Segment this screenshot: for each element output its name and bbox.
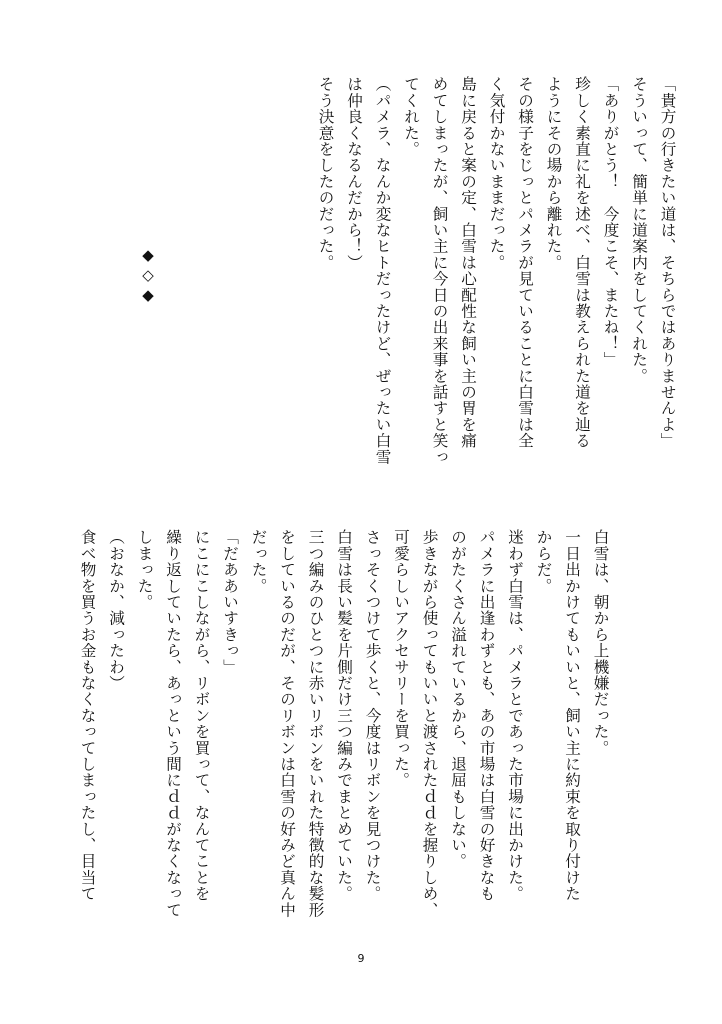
text-line: めてしまったが、飼い主に今日の出来事を話すと笑っ: [430, 76, 449, 465]
text-line: 白雪は長い髪を片側だけ三つ編みでまとめていた。: [335, 529, 353, 902]
text-line: 迷わず白雪は、パメラとであった市場に出かけた。: [506, 529, 524, 902]
text-line: その様子をじっとパメラが見ていることに白雪は全: [516, 76, 534, 449]
page-number: 9: [357, 952, 365, 965]
text-line: 歩きながら使ってもいいと渡されたｄｄを握りしめ、: [420, 529, 439, 918]
text-line: そう決意をしたのだった。: [316, 76, 335, 271]
text-line: 島に戻ると案の定、白雪は心配性な飼い主の胃を痛: [459, 76, 477, 449]
text-line: をしているのだが、そのリボンは白雪の好みど真ん中: [278, 529, 296, 918]
text-line: ようにその場から離れた。: [544, 76, 563, 271]
text-line: 三つ編みのひとつに赤いリボンをいれた特徴的な髪形: [306, 529, 325, 918]
text-line: 一日出かけてもいいと、飼い主に約束を取り付けた: [563, 529, 581, 902]
text-line: 食べ物を買うお金もなくなってしまったし、目当て: [78, 529, 97, 902]
text-line: く気付かないままだった。: [487, 76, 506, 271]
text-line: しまった。: [135, 529, 154, 610]
text-line: にこにこしながら、リボンを買って、なんてことを: [192, 529, 211, 902]
text-line: 珍しく素直に礼を述べ、白雪は教えられた道を辿る: [573, 76, 591, 449]
text-line: 「だああいすきっ」: [221, 529, 239, 675]
text-line: のがたくさん溢れているから、退屈もしない。: [449, 529, 467, 870]
text-line: てくれた。: [402, 76, 420, 157]
text-line: そういって、簡単に道案内をしてくれた。: [630, 76, 648, 384]
text-line: からだ。: [534, 529, 553, 594]
lower-text-block: [68, 529, 610, 918]
text-line: 可愛らしいアクセサリーを買った。: [392, 529, 410, 789]
text-line: は仲良くなるんだから！）: [345, 76, 363, 271]
text-line: さっそくつけて歩くと、今度はリボンを見つけた。: [363, 529, 382, 902]
text-line: パメラに出逢わずとも、あの市場は白雪の好きなも: [477, 529, 496, 902]
text-line: 「ありがとう！ 今度こそ、またね！」: [601, 76, 620, 368]
text-line: （パメラ、なんか変なヒトだったけど、ぜったい白雪: [373, 76, 392, 465]
upper-text-block: [306, 76, 677, 465]
text-line: 「貴方の行きたい道は、そちらではありませんよ」: [658, 76, 677, 449]
section-separator: ◆◇◆: [139, 246, 157, 306]
text-line: だった。: [249, 529, 268, 594]
text-line: 繰り返していたら、あっという間にｄｄがなくなって: [164, 529, 182, 918]
text-line: （おなか、減ったわ）: [107, 529, 125, 691]
text-line: 白雪は、朝から上機嫌だった。: [591, 529, 610, 756]
